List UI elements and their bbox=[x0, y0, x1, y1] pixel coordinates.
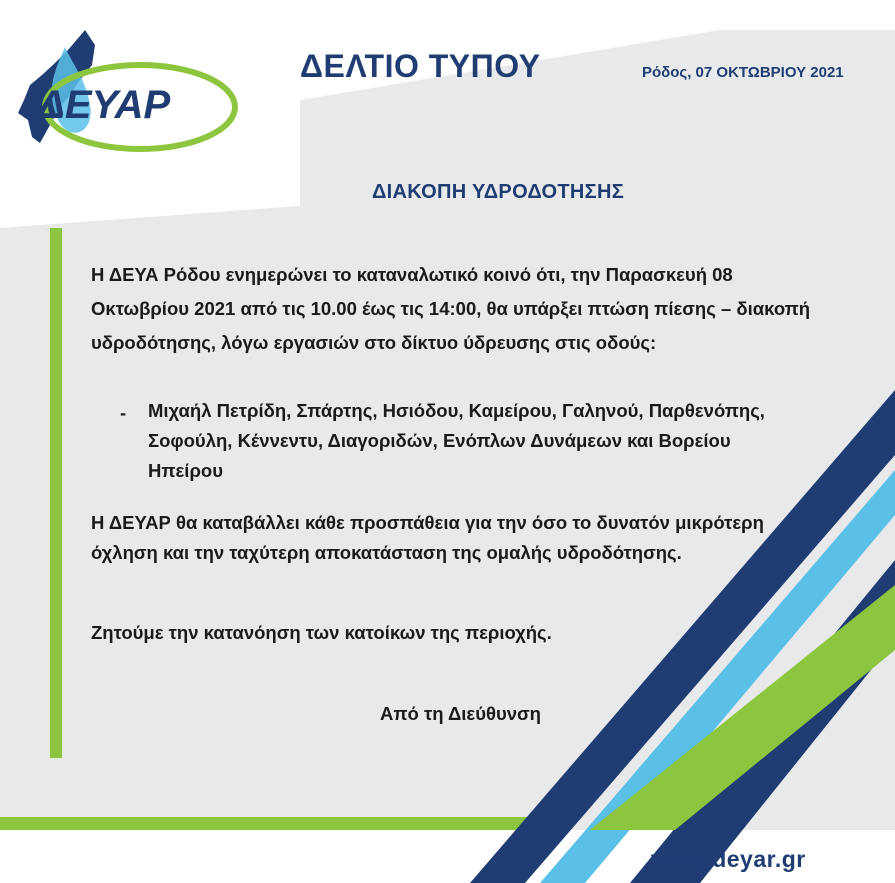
announcement-paragraph: Η ΔΕΥΑ Ρόδου ενημερώνει το καταναλωτικό κοινό ότι, την Παρασκευή 08 Οκτωβρίου 2021 από τις 10.00 έως τις 14:00, θα υπάρξει πτώση πίεσης – διακοπή υδροδότησης, λόγω εργασιών στο δίκτυο ύδρευσης στις οδούς: bbox=[91, 264, 811, 353]
left-green-bar bbox=[50, 228, 62, 758]
release-date: Ρόδος, 07 ΟΚΤΩΒΡΙΟΥ 2021 bbox=[642, 64, 844, 81]
subject-heading: ΔΙΑΚΟΠΗ ΥΔΡΟΔΟΤΗΣΗΣ bbox=[372, 181, 624, 203]
bullet-marker: - bbox=[120, 402, 127, 423]
signature: Από τη Διεύθυνση bbox=[380, 703, 541, 724]
effort-paragraph: Η ΔΕΥΑΡ θα καταβάλλει κάθε προσπάθεια για την όσο το δυνατόν μικρότερη όχληση και την ταχύτερη αποκατάσταση της ομαλής υδροδότησης. bbox=[91, 512, 764, 563]
street-list-item: Μιχαήλ Πετρίδη, Σπάρτης, Ησιόδου, Καμείρου, Γαληνού, Παρθενόπης, Σοφούλη, Κέννεντυ, Διαγοριδών, Ενόπλων Δυνάμεων και Βορείου Ηπείρου bbox=[148, 400, 765, 481]
bottom-green-line bbox=[0, 817, 560, 830]
page-title: ΔΕΛΤΙΟ ΤΥΠΟΥ bbox=[300, 48, 541, 84]
understanding-paragraph: Ζητούμε την κατανόηση των κατοίκων της περιοχής. bbox=[91, 622, 552, 643]
website-link[interactable]: www.deyar.gr bbox=[651, 846, 806, 872]
logo-text: ΔΕΥΑΡ bbox=[38, 83, 171, 127]
deyar-logo bbox=[10, 25, 240, 165]
